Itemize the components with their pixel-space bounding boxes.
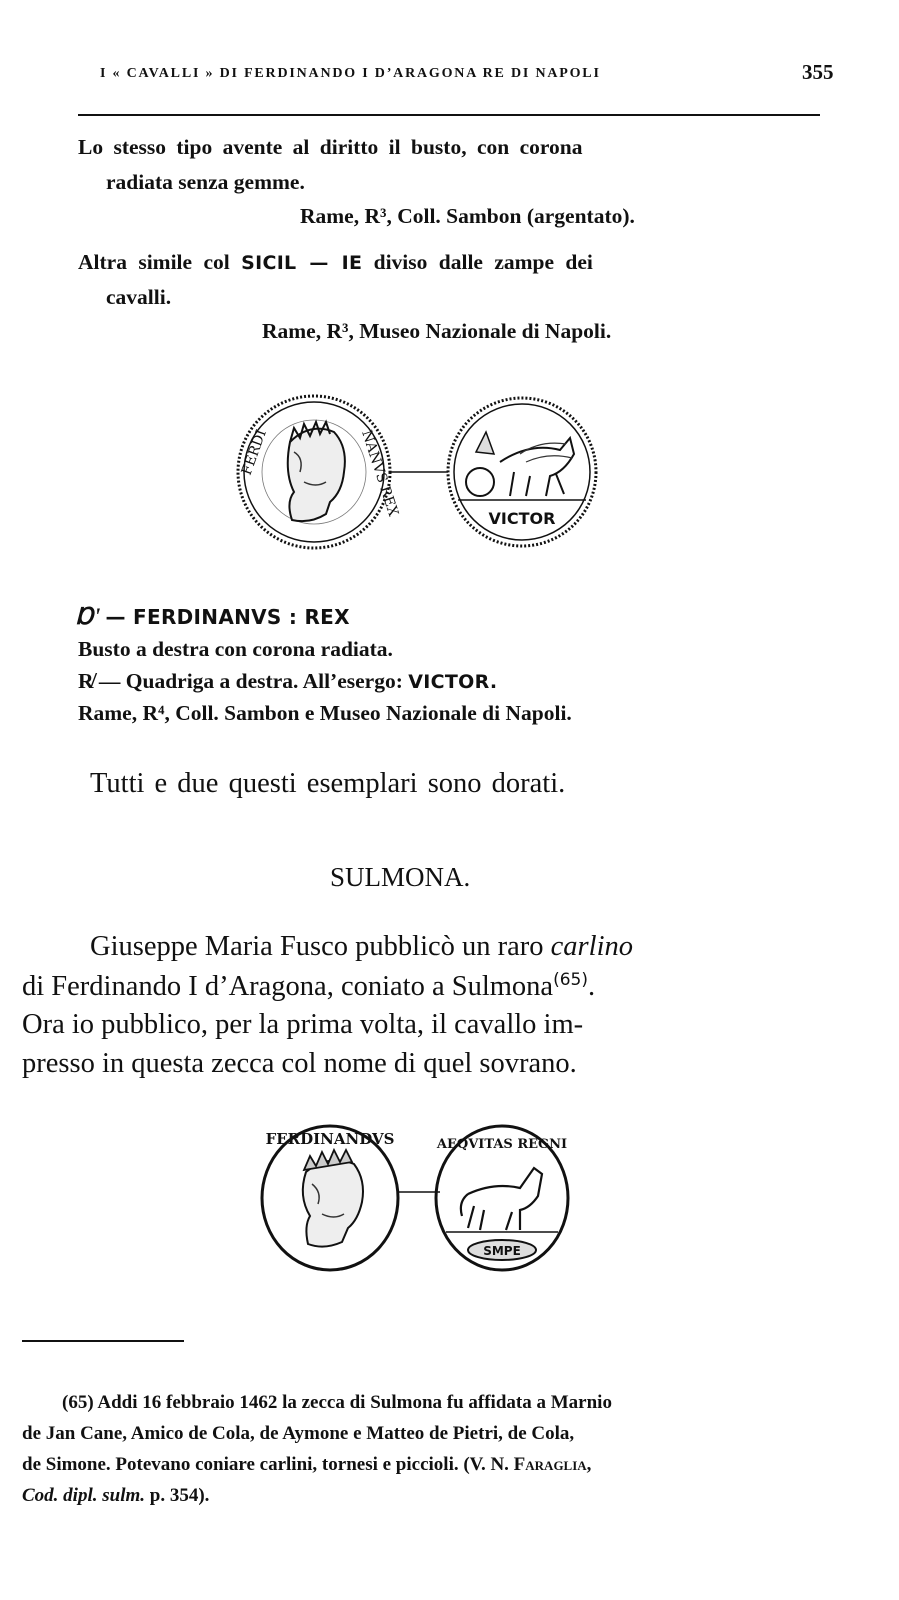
coin-1-obverse-legend-right: NANVS REX <box>358 428 402 519</box>
paragraph-line-2 <box>22 970 595 1003</box>
coin-1-obverse-legend-left: FERDI <box>238 427 270 478</box>
obverse-description: Busto a destra con corona radiata. <box>78 637 393 661</box>
footnote-citation: Cod. dipl. sulm. <box>22 1485 145 1506</box>
paragraph-italic-carlino: carlino <box>550 931 633 962</box>
obverse-line <box>76 604 350 630</box>
entry-2-line-2: cavalli. <box>106 285 172 309</box>
section-title: SULMONA. <box>330 862 471 892</box>
paragraph-line-1 <box>90 931 633 963</box>
footnote-line-3 <box>22 1454 591 1476</box>
footnote-reference[interactable]: (65) <box>553 970 588 990</box>
obverse-legend: — FERDINANVS : REX <box>105 605 350 629</box>
coin-2-reverse-legend: AEQVITAS REGNI <box>436 1137 568 1152</box>
paragraph-line-1-text: Giuseppe Maria Fusco pubblicò un raro <box>90 931 544 962</box>
description-source: Rame, R⁴, Coll. Sambon e Museo Nazionale di Napoli. <box>78 701 572 725</box>
coin-2-obverse-legend: FERDINANDVS <box>265 1130 395 1148</box>
paragraph-line-3: Ora io pubblico, per la prima volta, il cavallo im- <box>22 1009 584 1040</box>
entry-2-source: Rame, R³, Museo Nazionale di Napoli. <box>262 319 612 343</box>
entry-1-line-1: Lo stesso tipo avente al diritto il busto, con corona <box>78 135 583 159</box>
entry-1-line-2: radiata senza gemme. <box>106 170 305 194</box>
gilded-remark: Tutti e due questi esemplari sono dorati. <box>90 768 566 799</box>
coin-1-illustration <box>230 392 610 552</box>
entry-2-line-1 <box>78 250 593 275</box>
paragraph-line-2-text: di Ferdinando I d’Aragona, coniato a Sulmona <box>22 971 554 1002</box>
footnote-author: Faraglia, <box>513 1454 592 1475</box>
entry-1-source: Rame, R³, Coll. Sambon (argentato). <box>300 204 635 228</box>
footnote-line-3-text: de Simone. Potevano coniare carlini, tornesi e piccioli. (V. N. <box>22 1454 509 1475</box>
footnote-line-4 <box>22 1485 209 1507</box>
obverse-sigla: Ɒ' <box>76 604 101 629</box>
footnote-page: p. 354). <box>149 1485 210 1506</box>
coin-2-illustration <box>258 1122 576 1274</box>
paragraph-line-4: presso in questa zecca col nome di quel sovrano. <box>22 1048 577 1079</box>
reverse-line <box>78 669 497 694</box>
coin-1-obverse <box>238 396 401 548</box>
reverse-exergue: VICTOR. <box>408 671 498 693</box>
paragraph-line-2-end: . <box>587 971 596 1002</box>
coin-2-reverse <box>436 1126 568 1270</box>
coin-2-obverse <box>262 1126 398 1270</box>
coin-1-reverse-exergue: VICTOR <box>488 509 556 528</box>
coin-2-reverse-exergue: SMPE <box>483 1244 521 1258</box>
running-title: I « CAVALLI » DI FERDINANDO I D’ARAGONA RE DI NAPOLI <box>100 66 601 81</box>
header-rule <box>78 114 820 116</box>
reverse-text: — Quadriga a destra. All’esergo: <box>98 669 403 693</box>
footnote-rule <box>22 1340 184 1342</box>
entry-2-post: diviso dalle zampe dei <box>373 250 593 274</box>
reverse-sigla: R̸ <box>78 669 94 693</box>
page-number: 355 <box>802 60 834 84</box>
entry-2-pre: Altra simile col <box>78 250 230 274</box>
footnote-line-2: de Jan Cane, Amico de Cola, de Aymone e Matteo de Pietri, de Cola, <box>22 1423 575 1444</box>
coin-1-reverse <box>448 398 596 546</box>
entry-2-legend: SICIL — IE <box>241 252 363 274</box>
footnote-line-1: (65) Addi 16 febbraio 1462 la zecca di Sulmona fu affidata a Marnio <box>62 1392 612 1413</box>
